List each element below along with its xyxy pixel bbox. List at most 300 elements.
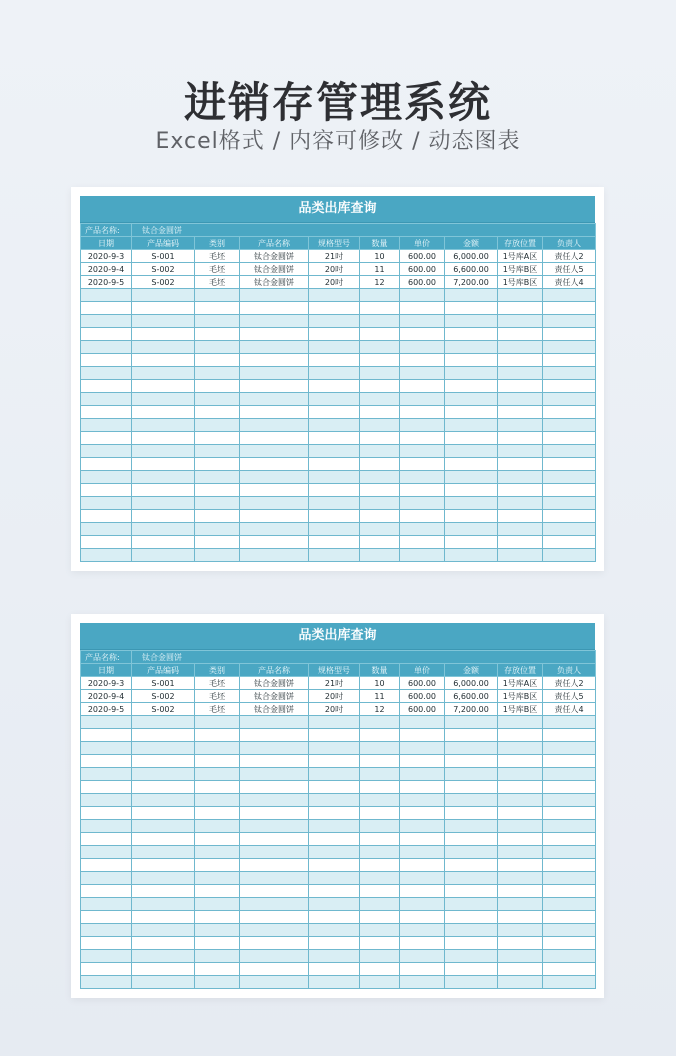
empty-cell (240, 937, 309, 950)
empty-cell (132, 315, 195, 328)
table-cell: 6,600.00 (445, 263, 498, 276)
empty-cell (445, 885, 498, 898)
empty-cell (132, 354, 195, 367)
empty-cell (445, 419, 498, 432)
empty-cell (132, 289, 195, 302)
empty-cell (240, 807, 309, 820)
empty-cell (360, 859, 400, 872)
empty-cell (445, 406, 498, 419)
empty-cell (240, 716, 309, 729)
empty-cell (543, 794, 596, 807)
table-cell: 毛坯 (195, 703, 240, 716)
empty-cell (309, 419, 360, 432)
empty-cell (132, 510, 195, 523)
empty-cell (445, 768, 498, 781)
table-cell: S-002 (132, 263, 195, 276)
table-cell: S-001 (132, 250, 195, 263)
sheet-title: 品类出库查询 (80, 623, 595, 650)
empty-cell (445, 742, 498, 755)
empty-cell (360, 523, 400, 536)
filter-value: 钛合金圆饼 (132, 224, 596, 237)
empty-row (81, 963, 596, 976)
empty-row (81, 976, 596, 989)
empty-row (81, 302, 596, 315)
table-cell: 钛合金圆饼 (240, 690, 309, 703)
empty-cell (445, 729, 498, 742)
empty-cell (400, 302, 445, 315)
empty-cell (81, 911, 132, 924)
empty-cell (543, 484, 596, 497)
empty-cell (132, 367, 195, 380)
empty-row (81, 937, 596, 950)
empty-cell (400, 393, 445, 406)
empty-cell (309, 406, 360, 419)
table-cell: 2020-9-3 (81, 250, 132, 263)
empty-cell (240, 549, 309, 562)
empty-cell (309, 536, 360, 549)
column-header: 类别 (195, 237, 240, 250)
empty-cell (81, 794, 132, 807)
empty-cell (400, 859, 445, 872)
table-cell: 钛合金圆饼 (240, 703, 309, 716)
empty-cell (240, 432, 309, 445)
empty-cell (400, 497, 445, 510)
column-header: 单价 (400, 664, 445, 677)
empty-cell (195, 833, 240, 846)
empty-cell (543, 393, 596, 406)
empty-cell (498, 794, 543, 807)
empty-cell (309, 315, 360, 328)
empty-cell (195, 768, 240, 781)
empty-cell (400, 328, 445, 341)
empty-cell (195, 302, 240, 315)
empty-cell (498, 950, 543, 963)
empty-cell (195, 781, 240, 794)
empty-cell (498, 846, 543, 859)
empty-cell (81, 937, 132, 950)
empty-cell (195, 367, 240, 380)
empty-cell (195, 885, 240, 898)
empty-cell (498, 885, 543, 898)
table-cell: 20吋 (309, 703, 360, 716)
empty-cell (543, 341, 596, 354)
empty-cell (445, 445, 498, 458)
empty-cell (498, 471, 543, 484)
empty-row (81, 536, 596, 549)
empty-cell (498, 807, 543, 820)
empty-row (81, 328, 596, 341)
table-cell: 600.00 (400, 677, 445, 690)
empty-cell (132, 445, 195, 458)
table-cell: 1号库A区 (498, 677, 543, 690)
empty-cell (132, 885, 195, 898)
empty-row (81, 846, 596, 859)
empty-cell (498, 432, 543, 445)
empty-cell (360, 302, 400, 315)
empty-cell (445, 471, 498, 484)
empty-cell (543, 781, 596, 794)
table-cell: 责任人5 (543, 263, 596, 276)
empty-cell (543, 768, 596, 781)
empty-cell (360, 315, 400, 328)
empty-cell (132, 742, 195, 755)
table-cell: 21吋 (309, 677, 360, 690)
table-cell: 21吋 (309, 250, 360, 263)
empty-cell (360, 742, 400, 755)
empty-cell (498, 367, 543, 380)
table-cell: 毛坯 (195, 276, 240, 289)
empty-cell (360, 820, 400, 833)
empty-cell (132, 872, 195, 885)
empty-row (81, 885, 596, 898)
empty-cell (360, 872, 400, 885)
empty-cell (309, 716, 360, 729)
empty-cell (240, 742, 309, 755)
empty-cell (543, 963, 596, 976)
empty-cell (195, 755, 240, 768)
empty-cell (400, 716, 445, 729)
empty-cell (400, 289, 445, 302)
table-cell: 6,600.00 (445, 690, 498, 703)
table-row (81, 677, 596, 690)
empty-cell (309, 898, 360, 911)
empty-cell (360, 963, 400, 976)
empty-cell (445, 536, 498, 549)
empty-cell (132, 484, 195, 497)
empty-cell (445, 510, 498, 523)
table-cell: 钛合金圆饼 (240, 263, 309, 276)
empty-cell (360, 393, 400, 406)
empty-cell (543, 924, 596, 937)
empty-cell (309, 794, 360, 807)
empty-cell (360, 976, 400, 989)
empty-cell (400, 846, 445, 859)
empty-cell (132, 833, 195, 846)
filter-value: 钛合金圆饼 (132, 651, 596, 664)
table-cell: 6,000.00 (445, 250, 498, 263)
empty-cell (195, 445, 240, 458)
empty-cell (543, 458, 596, 471)
empty-cell (400, 406, 445, 419)
empty-cell (240, 484, 309, 497)
empty-cell (445, 523, 498, 536)
empty-cell (543, 445, 596, 458)
empty-row (81, 354, 596, 367)
spreadsheet-preview-1 (71, 187, 604, 571)
empty-row (81, 807, 596, 820)
empty-cell (400, 755, 445, 768)
empty-cell (543, 729, 596, 742)
table-cell: 7,200.00 (445, 703, 498, 716)
table-cell: S-001 (132, 677, 195, 690)
empty-cell (400, 729, 445, 742)
empty-cell (445, 833, 498, 846)
empty-cell (309, 846, 360, 859)
empty-cell (360, 484, 400, 497)
empty-cell (498, 523, 543, 536)
empty-cell (498, 976, 543, 989)
empty-cell (400, 510, 445, 523)
empty-cell (240, 820, 309, 833)
empty-cell (81, 419, 132, 432)
empty-cell (81, 768, 132, 781)
empty-cell (498, 510, 543, 523)
table-row (81, 690, 596, 703)
empty-row (81, 458, 596, 471)
empty-cell (132, 328, 195, 341)
empty-cell (498, 820, 543, 833)
table-cell: 12 (360, 703, 400, 716)
empty-cell (360, 716, 400, 729)
outbound-table (80, 650, 596, 989)
empty-cell (498, 289, 543, 302)
empty-cell (132, 341, 195, 354)
table-cell: 1号库B区 (498, 276, 543, 289)
empty-row (81, 898, 596, 911)
table-cell: 毛坯 (195, 250, 240, 263)
empty-cell (132, 380, 195, 393)
empty-row (81, 289, 596, 302)
empty-cell (309, 458, 360, 471)
empty-cell (132, 937, 195, 950)
empty-cell (195, 794, 240, 807)
empty-cell (309, 924, 360, 937)
empty-cell (445, 549, 498, 562)
empty-cell (132, 497, 195, 510)
empty-cell (132, 820, 195, 833)
empty-cell (498, 328, 543, 341)
empty-cell (543, 911, 596, 924)
empty-row (81, 911, 596, 924)
empty-cell (445, 963, 498, 976)
empty-cell (360, 471, 400, 484)
column-header: 日期 (81, 664, 132, 677)
empty-cell (543, 885, 596, 898)
empty-cell (132, 755, 195, 768)
empty-cell (445, 367, 498, 380)
empty-cell (445, 911, 498, 924)
sheet-title: 品类出库查询 (80, 196, 595, 223)
table-cell: S-002 (132, 703, 195, 716)
empty-row (81, 393, 596, 406)
table-cell: 600.00 (400, 690, 445, 703)
empty-cell (81, 341, 132, 354)
table-row (81, 263, 596, 276)
empty-cell (543, 354, 596, 367)
empty-cell (81, 924, 132, 937)
empty-cell (309, 937, 360, 950)
empty-cell (498, 302, 543, 315)
filter-label: 产品名称: (81, 651, 132, 664)
empty-row (81, 794, 596, 807)
table-cell: 600.00 (400, 276, 445, 289)
empty-cell (81, 963, 132, 976)
empty-cell (309, 523, 360, 536)
table-cell: 2020-9-4 (81, 690, 132, 703)
empty-cell (195, 872, 240, 885)
table-cell: 20吋 (309, 276, 360, 289)
header-row (81, 664, 596, 677)
empty-cell (195, 484, 240, 497)
empty-cell (195, 729, 240, 742)
table-cell: 1号库B区 (498, 263, 543, 276)
empty-row (81, 497, 596, 510)
empty-cell (240, 859, 309, 872)
empty-cell (132, 781, 195, 794)
empty-cell (400, 898, 445, 911)
empty-cell (81, 510, 132, 523)
empty-cell (240, 924, 309, 937)
empty-cell (240, 872, 309, 885)
empty-cell (445, 497, 498, 510)
column-header: 产品编码 (132, 664, 195, 677)
empty-cell (360, 768, 400, 781)
table-cell: 2020-9-5 (81, 703, 132, 716)
empty-cell (81, 549, 132, 562)
table-cell: 12 (360, 276, 400, 289)
empty-cell (498, 781, 543, 794)
empty-cell (309, 341, 360, 354)
empty-row (81, 768, 596, 781)
table-row (81, 250, 596, 263)
empty-cell (445, 898, 498, 911)
empty-cell (81, 445, 132, 458)
empty-cell (240, 380, 309, 393)
empty-cell (132, 393, 195, 406)
empty-row (81, 872, 596, 885)
empty-cell (498, 341, 543, 354)
empty-cell (240, 393, 309, 406)
empty-cell (240, 315, 309, 328)
empty-cell (81, 328, 132, 341)
empty-cell (498, 445, 543, 458)
empty-cell (498, 872, 543, 885)
empty-cell (445, 380, 498, 393)
empty-cell (240, 846, 309, 859)
empty-cell (360, 354, 400, 367)
empty-cell (81, 846, 132, 859)
empty-cell (309, 768, 360, 781)
table-cell: 7,200.00 (445, 276, 498, 289)
empty-cell (543, 406, 596, 419)
empty-cell (81, 742, 132, 755)
empty-cell (543, 937, 596, 950)
empty-cell (240, 289, 309, 302)
empty-row (81, 445, 596, 458)
empty-cell (498, 536, 543, 549)
empty-cell (543, 471, 596, 484)
empty-cell (400, 536, 445, 549)
empty-cell (309, 820, 360, 833)
empty-cell (132, 716, 195, 729)
empty-cell (445, 289, 498, 302)
empty-cell (360, 807, 400, 820)
empty-cell (132, 406, 195, 419)
table-cell: 责任人4 (543, 276, 596, 289)
table-cell: 1号库B区 (498, 703, 543, 716)
table-cell: 毛坯 (195, 263, 240, 276)
empty-cell (543, 898, 596, 911)
empty-cell (543, 510, 596, 523)
empty-cell (445, 950, 498, 963)
empty-cell (309, 380, 360, 393)
empty-row (81, 742, 596, 755)
empty-row (81, 484, 596, 497)
table-cell: 6,000.00 (445, 677, 498, 690)
empty-cell (195, 846, 240, 859)
column-header: 产品名称 (240, 664, 309, 677)
empty-cell (445, 976, 498, 989)
empty-cell (81, 898, 132, 911)
empty-cell (445, 341, 498, 354)
empty-row (81, 380, 596, 393)
table-cell: 600.00 (400, 703, 445, 716)
empty-cell (240, 328, 309, 341)
empty-cell (400, 523, 445, 536)
empty-cell (360, 549, 400, 562)
empty-cell (240, 963, 309, 976)
empty-cell (309, 807, 360, 820)
empty-cell (81, 380, 132, 393)
empty-cell (543, 302, 596, 315)
empty-cell (360, 419, 400, 432)
empty-cell (543, 536, 596, 549)
table-cell: S-002 (132, 690, 195, 703)
column-header: 负责人 (543, 237, 596, 250)
column-header: 存放位置 (498, 664, 543, 677)
empty-cell (195, 497, 240, 510)
empty-cell (81, 976, 132, 989)
empty-cell (309, 393, 360, 406)
empty-cell (240, 419, 309, 432)
empty-cell (445, 937, 498, 950)
table-cell: 毛坯 (195, 690, 240, 703)
empty-cell (543, 807, 596, 820)
empty-cell (240, 885, 309, 898)
column-header: 金额 (445, 237, 498, 250)
empty-cell (400, 976, 445, 989)
table-cell: 10 (360, 677, 400, 690)
empty-cell (360, 328, 400, 341)
empty-row (81, 820, 596, 833)
empty-row (81, 341, 596, 354)
empty-cell (543, 380, 596, 393)
empty-cell (240, 833, 309, 846)
empty-cell (195, 963, 240, 976)
empty-cell (543, 432, 596, 445)
empty-cell (445, 458, 498, 471)
empty-cell (498, 380, 543, 393)
empty-cell (498, 716, 543, 729)
empty-cell (195, 536, 240, 549)
empty-cell (360, 432, 400, 445)
empty-cell (445, 484, 498, 497)
empty-cell (498, 937, 543, 950)
column-header: 金额 (445, 664, 498, 677)
table-cell: 钛合金圆饼 (240, 276, 309, 289)
empty-cell (309, 911, 360, 924)
table-cell: 11 (360, 690, 400, 703)
empty-cell (360, 445, 400, 458)
empty-cell (81, 755, 132, 768)
empty-cell (132, 471, 195, 484)
empty-cell (195, 510, 240, 523)
empty-cell (445, 302, 498, 315)
empty-cell (195, 549, 240, 562)
empty-cell (309, 976, 360, 989)
table-cell: 2020-9-3 (81, 677, 132, 690)
empty-cell (132, 898, 195, 911)
